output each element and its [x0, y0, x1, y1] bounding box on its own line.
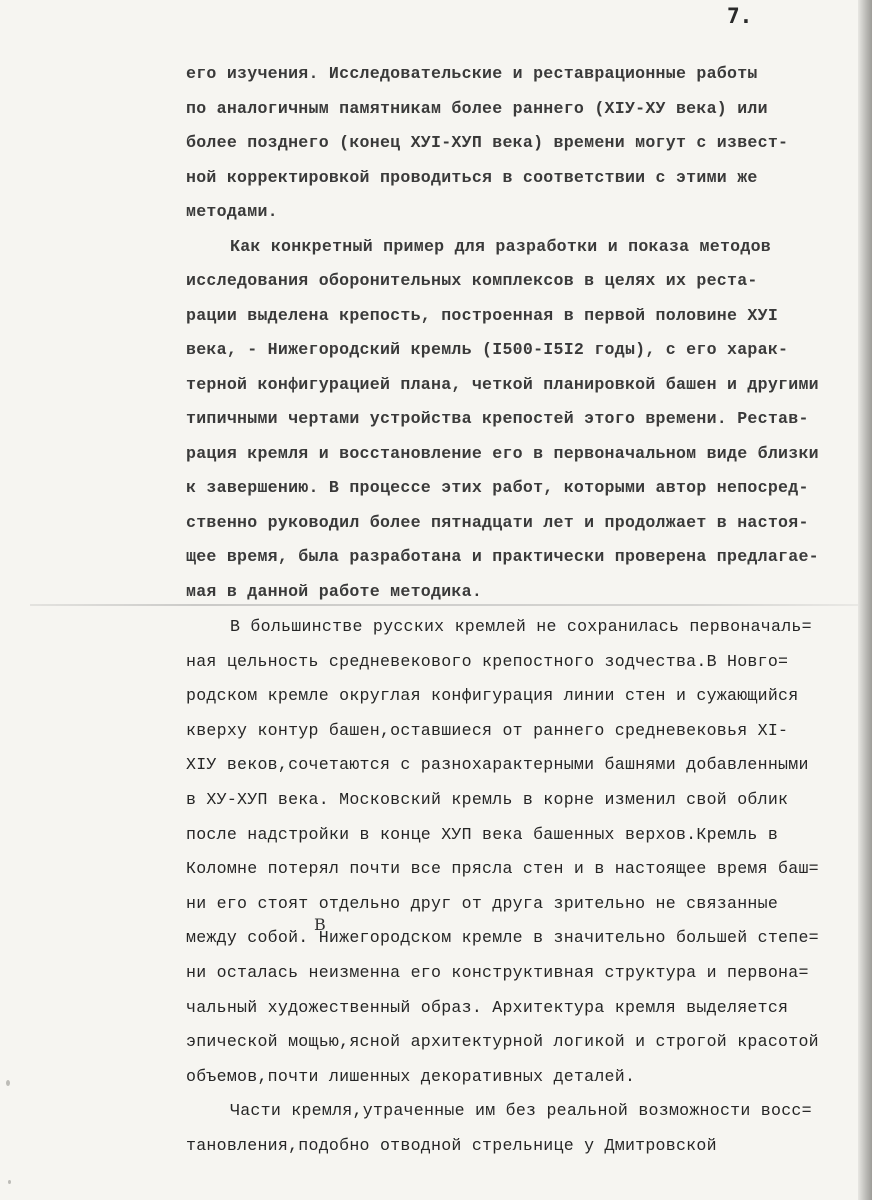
- text-line: терной конфигурацией плана, четкой планировкой башен и другими: [186, 374, 819, 394]
- text-line: чальный художественный образ. Архитектура кремля выделяется: [186, 997, 789, 1017]
- text-line: между собой. Нижегородском кремле в значительно большей степе=: [186, 928, 819, 948]
- text-line: ственно руководил более пятнадцати лет и продолжает в настоя-: [186, 512, 809, 532]
- text-line: к завершению. В процессе этих работ, которыми автор непосред-: [186, 478, 809, 497]
- scan-speck: [8, 1180, 11, 1184]
- text-line: ХIУ веков,сочетаются с разнохарактерными башнями добавленными: [186, 755, 809, 775]
- text-line: его изучения. Исследовательские и реставрационные работы: [186, 64, 758, 83]
- text-line: в ХУ-ХУП века. Московский кремль в корне изменил свой облик: [186, 789, 789, 809]
- handwritten-correction: В: [314, 915, 326, 934]
- text-line: Как конкретный пример для разработки и показа методов: [230, 236, 772, 256]
- text-line: Части кремля,утраченные им без реальной возможности восс=: [230, 1101, 812, 1121]
- paragraph-block-bottom: [186, 610, 819, 1164]
- page-edge-shadow: [858, 0, 872, 1200]
- text-line: В большинстве русских кремлей не сохранилась первоначаль=: [230, 617, 812, 636]
- text-line: ни осталась неизменна его конструктивная структура и первона=: [186, 962, 809, 982]
- text-line: после надстройки в конце ХУП века башенных верхов.Кремль в: [186, 824, 779, 844]
- text-line: ной корректировкой проводиться в соответствии с этими же: [186, 167, 758, 187]
- text-line: объемов,почти лишенных декоративных деталей.: [186, 1066, 636, 1086]
- text-line: родском кремле округлая конфигурация линии стен и сужающийся: [186, 686, 799, 706]
- text-line: рации выделена крепость, построенная в первой половине ХУI: [186, 305, 779, 325]
- text-line: века, - Нижегородский кремль (I500-I5I2 годы), с его харак-: [186, 340, 789, 359]
- text-line: рация кремля и восстановление его в первоначальном виде близки: [186, 443, 819, 463]
- text-line: эпической мощью,ясной архитектурной логикой и строгой красотой: [186, 1032, 819, 1052]
- paragraph-block-top: [186, 57, 819, 609]
- text-line: ная цельность средневекового крепостного зодчества.В Новго=: [186, 651, 789, 671]
- page-number: 7.: [727, 4, 753, 28]
- text-line: методами.: [186, 202, 278, 221]
- text-line: щее время, была разработана и практически проверена предлагае-: [186, 547, 819, 566]
- text-line: по аналогичным памятникам более раннего (ХIУ-ХУ века) или: [186, 98, 768, 118]
- text-line: типичными чертами устройства крепостей этого времени. Рестав-: [186, 409, 809, 428]
- text-line: Коломне потерял почти все прясла стен и в настоящее время баш=: [186, 859, 819, 879]
- text-line: исследования оборонительных комплексов в целях их реста-: [186, 271, 758, 290]
- text-line: тановления,подобно отводной стрельнице у Дмитровской: [186, 1135, 717, 1155]
- scan-speck: [6, 1080, 10, 1086]
- text-line: кверху контур башен,оставшиеся от раннего средневековья ХI-: [186, 720, 789, 740]
- text-line: мая в данной работе методика.: [186, 581, 483, 601]
- text-line: более позднего (конец ХУI-ХУП века) времени могут с извест-: [186, 133, 789, 152]
- text-line: ни его стоят отдельно друг от друга зрительно не связанные: [186, 893, 779, 913]
